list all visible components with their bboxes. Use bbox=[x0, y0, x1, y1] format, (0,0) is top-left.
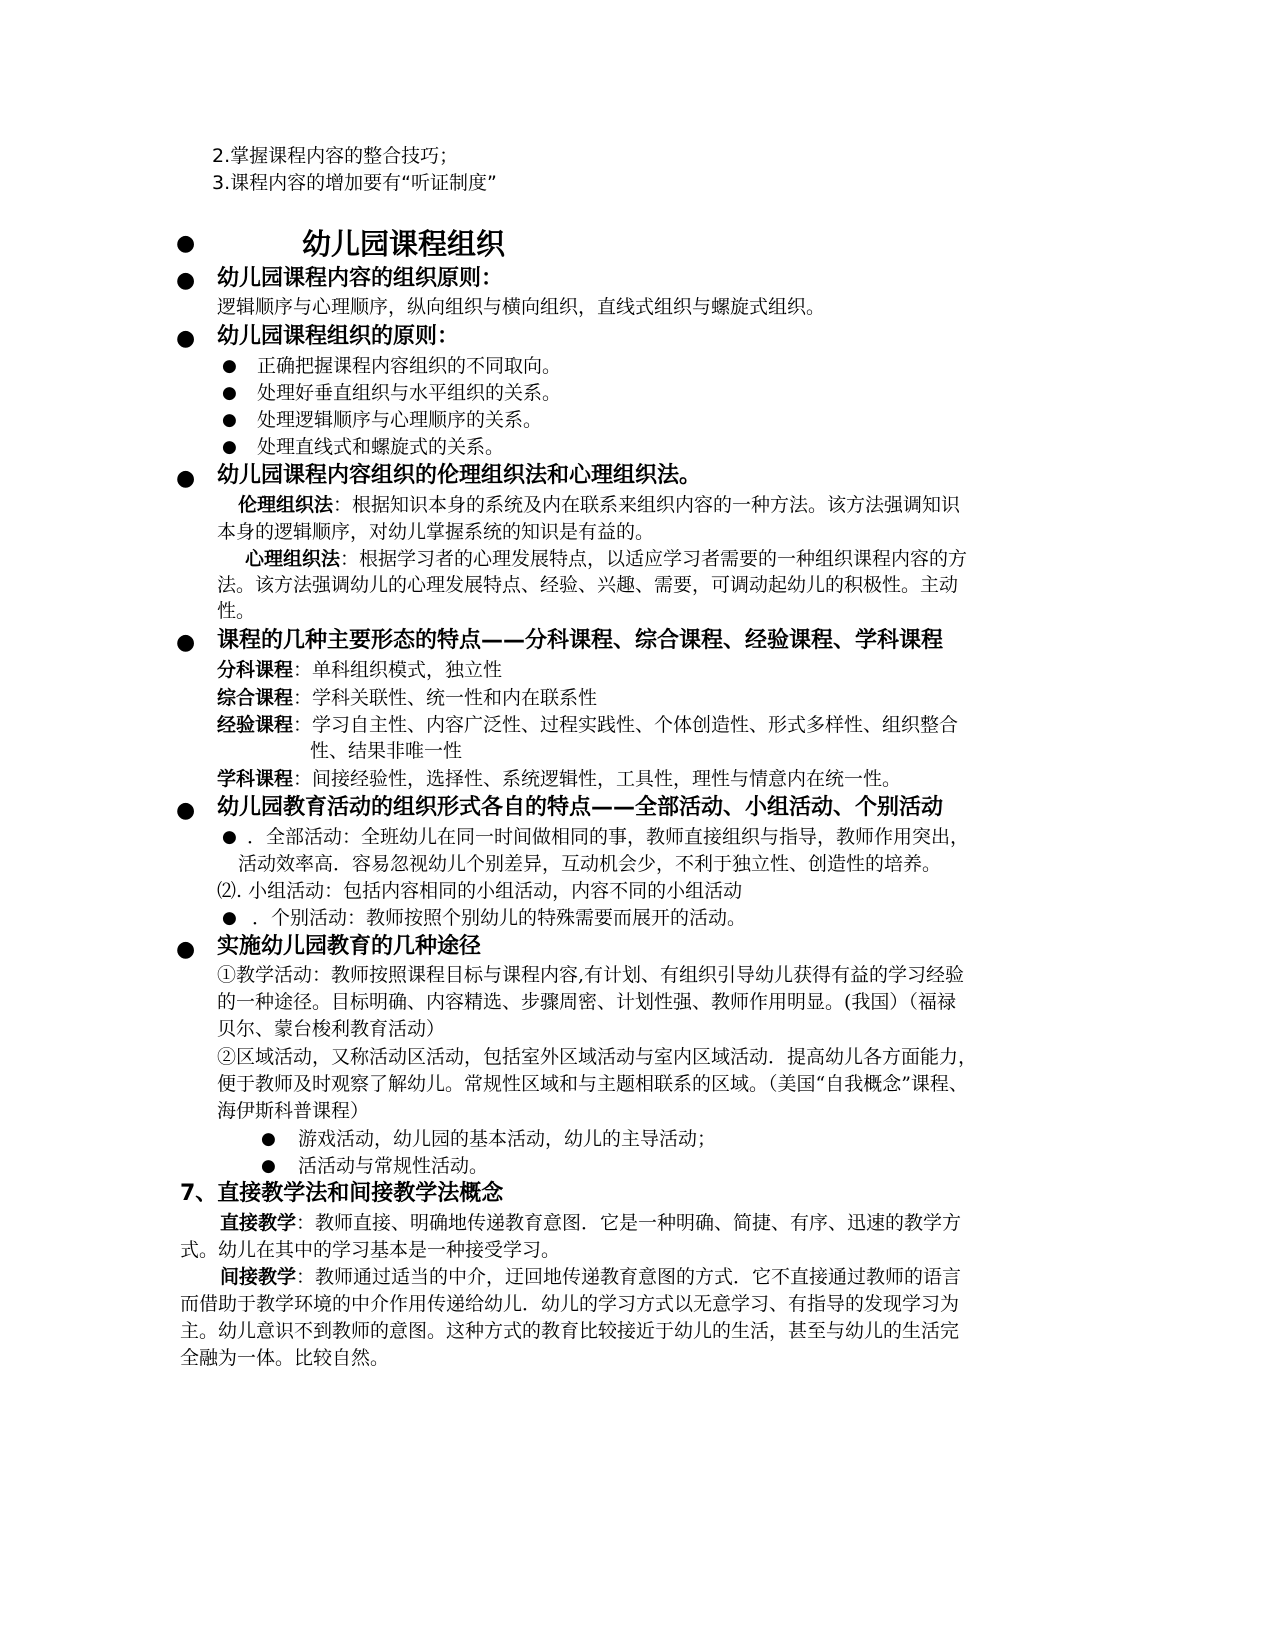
s7-p2-line4: 全融为一体。比较自然。 bbox=[180, 1347, 390, 1369]
s7-p2-line1: 间接教学：教师通过适当的中介，迂回地传递教育意图的方式．它不直接通过教师的语言 bbox=[220, 1266, 962, 1288]
s1-heading: 幼儿园课程内容的组织原则： bbox=[217, 266, 504, 291]
bullet-icon: ● bbox=[222, 827, 237, 847]
bullet-icon: ● bbox=[176, 231, 196, 256]
term-xinli: 心理组织法 bbox=[245, 548, 341, 570]
bullet-icon: ● bbox=[222, 437, 237, 457]
s4-jingyan-line2: 性、结果非唯一性 bbox=[310, 740, 463, 762]
s6-item-1: 游戏活动，幼儿园的基本活动，幼儿的主导活动； bbox=[298, 1128, 717, 1150]
s7-heading: 7、直接教学法和间接教学法概念 bbox=[180, 1181, 504, 1206]
s7-p1-line1: 直接教学：教师直接、明确地传递教育意图．它是一种明确、简捷、有序、迅速的教学方 bbox=[220, 1212, 962, 1234]
bullet-icon: ● bbox=[222, 383, 237, 403]
s5-item2: ⑵. 小组活动：包括内容相同的小组活动，内容不同的小组活动 bbox=[217, 880, 743, 902]
bullet-icon: ● bbox=[261, 1156, 276, 1176]
s6-p2-line1: ②区域活动，又称活动区活动，包括室外区域活动与室内区域活动．提高幼儿各方面能力， bbox=[217, 1046, 978, 1068]
s5-item3: ．个别活动：教师按照个别幼儿的特殊需要而展开的活动。 bbox=[252, 907, 747, 929]
s6-p1-line1: ①教学活动：教师按照课程目标与课程内容,有计划、有组织引导幼儿获得有益的学习经验 bbox=[217, 964, 965, 986]
bullet-icon: ● bbox=[222, 410, 237, 430]
s2-item-4: 处理直线式和螺旋式的关系。 bbox=[257, 436, 505, 458]
s3-p1-line2: 本身的逻辑顺序，对幼儿掌握系统的知识是有益的。 bbox=[217, 521, 655, 543]
list-item-3: 3.课程内容的增加要有“听证制度” bbox=[212, 172, 497, 194]
s5-heading: 幼儿园教育活动的组织形式各自的特点——全部活动、小组活动、个别活动 bbox=[217, 795, 944, 820]
s6-p2-line2: 便于教师及时观察了解幼儿。常规性区域和与主题相联系的区域。（美国“自我概念”课程、 bbox=[217, 1073, 968, 1095]
s1-body: 逻辑顺序与心理顺序，纵向组织与横向组织，直线式组织与螺旋式组织。 bbox=[217, 296, 826, 318]
s7-p2-line3: 主。幼儿意识不到教师的意图。这种方式的教育比较接近于幼儿的生活，甚至与幼儿的生活完 bbox=[180, 1320, 960, 1342]
bullet-icon: ● bbox=[176, 630, 196, 655]
s6-p1-line3: 贝尔、蒙台梭利教育活动） bbox=[217, 1018, 446, 1040]
s3-p2-line3: 性。 bbox=[217, 600, 256, 622]
s7-p2-line2: 而借助于教学环境的中介作用传递给幼儿．幼儿的学习方式以无意学习、有指导的发现学习为 bbox=[180, 1293, 960, 1315]
s5-item1-line2: 活动效率高．容易忽视幼儿个别差异，互动机会少，不利于独立性、创造性的培养。 bbox=[238, 853, 942, 875]
s3-heading: 幼儿园课程内容组织的伦理组织法和心理组织法。 bbox=[217, 463, 702, 488]
bullet-icon: ● bbox=[176, 937, 196, 962]
bullet-icon: ● bbox=[176, 268, 196, 293]
s6-p2-line3: 海伊斯科普课程） bbox=[217, 1100, 370, 1122]
bullet-icon: ● bbox=[176, 326, 196, 351]
s6-item-2: 活活动与常规性活动。 bbox=[298, 1155, 489, 1177]
s2-item-3: 处理逻辑顺序与心理顺序的关系。 bbox=[257, 409, 543, 431]
bullet-icon: ● bbox=[176, 798, 196, 823]
s4-jingyan-line1: 经验课程：学习自主性、内容广泛性、过程实践性、个体创造性、形式多样性、组织整合 bbox=[217, 714, 959, 736]
s4-zonghe: 综合课程：学科关联性、统一性和内在联系性 bbox=[217, 687, 598, 709]
bullet-icon: ● bbox=[222, 356, 237, 376]
bullet-icon: ● bbox=[261, 1129, 276, 1149]
s5-item1-line1: ．全部活动：全班幼儿在同一时间做相同的事，教师直接组织与指导，教师作用突出， bbox=[247, 826, 970, 848]
s3-p2-line2: 法。该方法强调幼儿的心理发展特点、经验、兴趣、需要，可调动起幼儿的积极性。主动 bbox=[217, 574, 959, 596]
bullet-icon: ● bbox=[222, 908, 237, 928]
term-lunli: 伦理组织法 bbox=[238, 494, 334, 516]
list-item-2: 2.掌握课程内容的整合技巧； bbox=[212, 145, 459, 167]
s4-fenke: 分科课程：单科组织模式，独立性 bbox=[217, 659, 503, 681]
s2-heading: 幼儿园课程组织的原则： bbox=[217, 324, 460, 349]
s3-p1-line1: 伦理组织法：根据知识本身的系统及内在联系来组织内容的一种方法。该方法强调知识 bbox=[238, 494, 961, 516]
s2-item-2: 处理好垂直组织与水平组织的关系。 bbox=[257, 382, 562, 404]
s4-heading: 课程的几种主要形态的特点——分科课程、综合课程、经验课程、学科课程 bbox=[217, 628, 944, 653]
section-title: 幼儿园课程组织 bbox=[302, 227, 506, 261]
s6-p1-line2: 的一种途径。目标明确、内容精选、步骤周密、计划性强、教师作用明显。(我国）（福禄 bbox=[217, 991, 956, 1013]
s3-p2-line1: 心理组织法：根据学习者的心理发展特点，以适应学习者需要的一种组织课程内容的方 bbox=[245, 548, 968, 570]
bullet-icon: ● bbox=[176, 466, 196, 491]
s2-item-1: 正确把握课程内容组织的不同取向。 bbox=[257, 355, 562, 377]
s7-p1-line2: 式。幼儿在其中的学习基本是一种接受学习。 bbox=[180, 1239, 561, 1261]
s6-heading: 实施幼儿园教育的几种途径 bbox=[217, 934, 482, 959]
s4-xueke: 学科课程：间接经验性，选择性、系统逻辑性，工具性，理性与情意内在统一性。 bbox=[217, 768, 902, 790]
